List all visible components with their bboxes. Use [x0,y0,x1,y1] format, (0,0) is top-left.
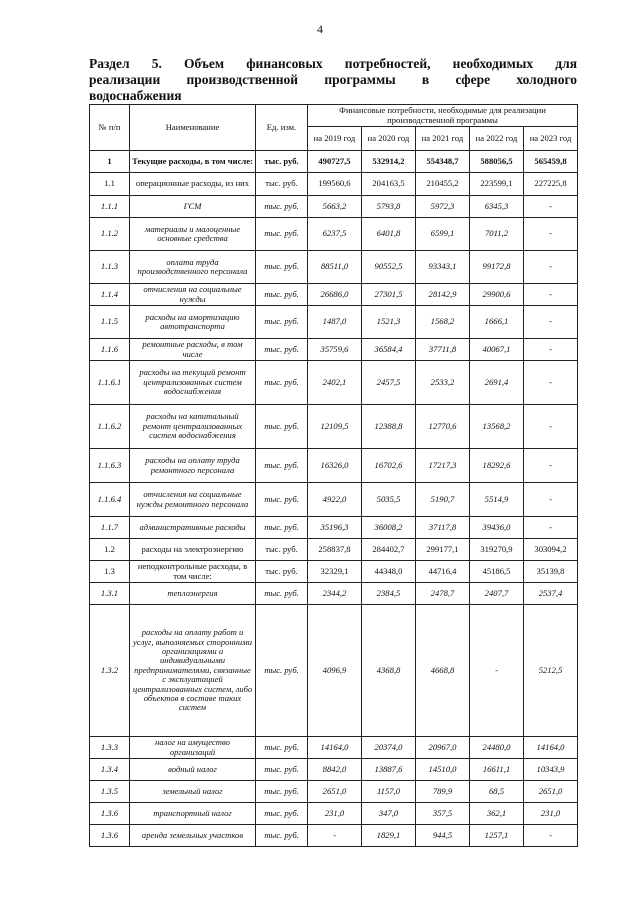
row-value-2023: - [524,517,578,539]
table-row [90,759,578,781]
row-value-2023: - [524,449,578,483]
row-value-2019: 8842,0 [308,759,362,781]
row-name: теплоэнергия [130,583,256,605]
row-value-2019: 2344,2 [308,583,362,605]
row-name: водный налог [130,759,256,781]
row-value-2023: 227225,8 [524,173,578,196]
table-row [90,781,578,803]
row-value-2020: 13887,6 [362,759,416,781]
row-number: 1.1.5 [90,306,130,339]
row-value-2019: 16326,0 [308,449,362,483]
row-number: 1.3.4 [90,759,130,781]
row-name: расходы на амортизацию автотранспорта [130,306,256,339]
row-value-2021: 6599,1 [416,218,470,251]
row-value-2019: 35759,6 [308,339,362,361]
row-value-2022: 6345,3 [470,196,524,218]
row-value-2019: 32329,1 [308,561,362,583]
row-value-2022: 362,1 [470,803,524,825]
row-number: 1.1.6.2 [90,405,130,449]
row-value-2022: 45186,5 [470,561,524,583]
page-number: 4 [317,22,323,36]
row-value-2020: 12388,8 [362,405,416,449]
row-value-2021: 12770,6 [416,405,470,449]
table-row [90,196,578,218]
row-value-2020: 532914,2 [362,151,416,173]
header-year-2019: на 2019 год [308,127,362,151]
table-row [90,284,578,306]
row-value-2023: 2651,0 [524,781,578,803]
row-value-2023: - [524,251,578,284]
row-value-2020: 90552,5 [362,251,416,284]
row-value-2019: 4096,9 [308,605,362,737]
table-row [90,251,578,284]
row-unit: тыс. руб. [256,151,308,173]
row-value-2020: 36584,4 [362,339,416,361]
row-value-2022: 39436,0 [470,517,524,539]
row-unit: тыс. руб. [256,803,308,825]
row-value-2020: 204163,5 [362,173,416,196]
row-number: 1.3.5 [90,781,130,803]
row-value-2023: 14164,0 [524,737,578,759]
row-value-2020: 284402,7 [362,539,416,561]
row-value-2021: 944,5 [416,825,470,847]
row-value-2023: - [524,218,578,251]
row-name: материалы и малоценные основные средства [130,218,256,251]
row-value-2022: - [470,605,524,737]
row-value-2022: 2407,7 [470,583,524,605]
row-value-2019: 258837,8 [308,539,362,561]
row-value-2019: 231,0 [308,803,362,825]
row-value-2019: 1487,0 [308,306,362,339]
row-value-2022: 99172,8 [470,251,524,284]
row-name: Текущие расходы, в том числе: [130,151,256,173]
header-year-2021: на 2021 год [416,127,470,151]
row-value-2022: 40067,1 [470,339,524,361]
row-number: 1.1.2 [90,218,130,251]
row-number: 1.1.6.3 [90,449,130,483]
table-row [90,737,578,759]
row-value-2023: 303094,2 [524,539,578,561]
row-value-2021: 17217,3 [416,449,470,483]
header-group: Финансовые потребности, необходимые для реализации производственной программы [308,105,578,127]
row-value-2020: 36008,2 [362,517,416,539]
row-name: расходы на капитальный ремонт централизованных систем водоснабжения [130,405,256,449]
table-row [90,449,578,483]
row-name: налог на имущество организаций [130,737,256,759]
row-value-2023: 231,0 [524,803,578,825]
row-number: 1.1.3 [90,251,130,284]
row-value-2021: 2533,2 [416,361,470,405]
row-value-2021: 357,5 [416,803,470,825]
row-value-2020: 2457,5 [362,361,416,405]
row-unit: тыс. руб. [256,284,308,306]
row-value-2022: 68,5 [470,781,524,803]
row-number: 1.3.6 [90,803,130,825]
row-value-2022: 7011,2 [470,218,524,251]
row-value-2020: 27301,5 [362,284,416,306]
row-value-2023: 35139,8 [524,561,578,583]
table-row [90,218,578,251]
section-title-line-1: Раздел 5. Объем финансовых потребностей, необходимых для [89,56,577,71]
row-name: отчисления на социальные нужды [130,284,256,306]
row-value-2022: 16611,1 [470,759,524,781]
row-unit: тыс. руб. [256,173,308,196]
table-row [90,583,578,605]
row-number: 1.1 [90,173,130,196]
header-num: № п/п [90,105,130,151]
row-value-2023: - [524,405,578,449]
table-row [90,561,578,583]
row-unit: тыс. руб. [256,517,308,539]
row-value-2020: 20374,0 [362,737,416,759]
row-unit: тыс. руб. [256,605,308,737]
row-value-2022: 1257,1 [470,825,524,847]
row-value-2020: 16702,6 [362,449,416,483]
row-unit: тыс. руб. [256,251,308,284]
row-value-2021: 44716,4 [416,561,470,583]
row-number: 1.2 [90,539,130,561]
section-title-line-2: реализации производственной программы в сфере холодного [89,72,577,87]
row-value-2022: 319270,9 [470,539,524,561]
table-row [90,825,578,847]
row-unit: тыс. руб. [256,218,308,251]
row-value-2021: 5190,7 [416,483,470,517]
row-value-2019: 490727,5 [308,151,362,173]
row-value-2022: 223599,1 [470,173,524,196]
row-name: отчисления на социальные нужды ремонтного персонала [130,483,256,517]
row-number: 1.3.2 [90,605,130,737]
row-value-2023: - [524,339,578,361]
section-title-line-3: водоснабжения [89,88,182,103]
row-unit: тыс. руб. [256,825,308,847]
row-value-2022: 5514,9 [470,483,524,517]
row-number: 1 [90,151,130,173]
row-value-2019: 6237,5 [308,218,362,251]
row-unit: тыс. руб. [256,759,308,781]
table-row [90,605,578,737]
row-value-2019: 4922,0 [308,483,362,517]
row-value-2021: 299177,1 [416,539,470,561]
row-value-2022: 13568,2 [470,405,524,449]
row-value-2019: 2651,0 [308,781,362,803]
row-value-2019: - [308,825,362,847]
table-row [90,151,578,173]
row-number: 1.3.6 [90,825,130,847]
row-value-2020: 5035,5 [362,483,416,517]
row-value-2019: 35196,3 [308,517,362,539]
row-value-2020: 347,0 [362,803,416,825]
row-name: земельный налог [130,781,256,803]
row-unit: тыс. руб. [256,449,308,483]
row-unit: тыс. руб. [256,339,308,361]
row-number: 1.1.4 [90,284,130,306]
row-value-2021: 4668,8 [416,605,470,737]
row-name: аренда земельных участков [130,825,256,847]
row-value-2023: 10343,9 [524,759,578,781]
row-value-2021: 14510,0 [416,759,470,781]
row-value-2022: 18292,6 [470,449,524,483]
row-unit: тыс. руб. [256,583,308,605]
row-number: 1.1.6.4 [90,483,130,517]
row-unit: тыс. руб. [256,405,308,449]
row-value-2020: 1521,3 [362,306,416,339]
header-year-2020: на 2020 год [362,127,416,151]
row-name: ГСМ [130,196,256,218]
row-unit: тыс. руб. [256,306,308,339]
header-year-2023: на 2023 год [524,127,578,151]
section-title [89,56,577,104]
row-value-2019: 2402,1 [308,361,362,405]
row-name: расходы на текущий ремонт централизованных систем водоснабжения [130,361,256,405]
header-year-2022: на 2022 год [470,127,524,151]
row-value-2021: 210455,2 [416,173,470,196]
row-unit: тыс. руб. [256,196,308,218]
row-name: оплата труда производственного персонала [130,251,256,284]
row-value-2021: 1568,2 [416,306,470,339]
row-number: 1.1.7 [90,517,130,539]
row-name: расходы на оплату работ и услуг, выполняемых сторонними организациями и индивидуальными предпринимателями, связанные с эксплуатацией централизованных систем, либо объектов в составе таких систем [130,605,256,737]
row-value-2020: 1829,1 [362,825,416,847]
row-name: ремонтные расходы, в том числе [130,339,256,361]
row-value-2021: 93343,1 [416,251,470,284]
table-row [90,483,578,517]
row-value-2022: 24480,0 [470,737,524,759]
header-name: Наименование [130,105,256,151]
row-number: 1.1.1 [90,196,130,218]
row-value-2023: 5212,5 [524,605,578,737]
row-value-2020: 6401,8 [362,218,416,251]
row-value-2023: - [524,361,578,405]
row-value-2020: 1157,0 [362,781,416,803]
row-value-2021: 37117,8 [416,517,470,539]
row-value-2019: 88511,0 [308,251,362,284]
row-value-2023: - [524,306,578,339]
row-value-2020: 2384,5 [362,583,416,605]
row-value-2020: 44348,0 [362,561,416,583]
row-value-2019: 14164,0 [308,737,362,759]
row-value-2019: 26686,0 [308,284,362,306]
row-name: операционные расходы, из них [130,173,256,196]
table-row [90,173,578,196]
row-value-2021: 20967,0 [416,737,470,759]
row-unit: тыс. руб. [256,483,308,517]
row-value-2019: 199560,6 [308,173,362,196]
table-row [90,517,578,539]
table-row [90,539,578,561]
row-name: транспортный налог [130,803,256,825]
row-value-2021: 789,9 [416,781,470,803]
row-value-2021: 37711,8 [416,339,470,361]
row-value-2023: 565459,8 [524,151,578,173]
row-value-2022: 1666,1 [470,306,524,339]
row-value-2020: 5793,8 [362,196,416,218]
row-number: 1.3.3 [90,737,130,759]
table-row [90,361,578,405]
table-row [90,339,578,361]
row-value-2022: 588056,5 [470,151,524,173]
table-row [90,803,578,825]
row-value-2023: - [524,284,578,306]
row-name: расходы на оплату труда ремонтного персонала [130,449,256,483]
row-value-2021: 28142,9 [416,284,470,306]
row-value-2022: 29900,6 [470,284,524,306]
row-number: 1.1.6 [90,339,130,361]
row-name: административные расходы [130,517,256,539]
row-value-2019: 12109,5 [308,405,362,449]
row-unit: тыс. руб. [256,539,308,561]
row-value-2023: 2537,4 [524,583,578,605]
row-name: неподконтрольные расходы, в том числе: [130,561,256,583]
row-value-2019: 5663,2 [308,196,362,218]
row-unit: тыс. руб. [256,361,308,405]
header-unit: Ед. изм. [256,105,308,151]
row-number: 1.3.1 [90,583,130,605]
row-number: 1.1.6.1 [90,361,130,405]
row-value-2023: - [524,825,578,847]
row-value-2023: - [524,483,578,517]
row-value-2022: 2691,4 [470,361,524,405]
table-row [90,405,578,449]
row-value-2021: 5972,3 [416,196,470,218]
financial-needs-table [89,104,578,847]
row-unit: тыс. руб. [256,781,308,803]
row-unit: тыс. руб. [256,737,308,759]
row-value-2021: 2478,7 [416,583,470,605]
row-value-2020: 4368,8 [362,605,416,737]
row-name: расходы на электроэнергию [130,539,256,561]
row-value-2021: 554348,7 [416,151,470,173]
row-value-2023: - [524,196,578,218]
table-row [90,306,578,339]
row-number: 1.3 [90,561,130,583]
row-unit: тыс. руб. [256,561,308,583]
